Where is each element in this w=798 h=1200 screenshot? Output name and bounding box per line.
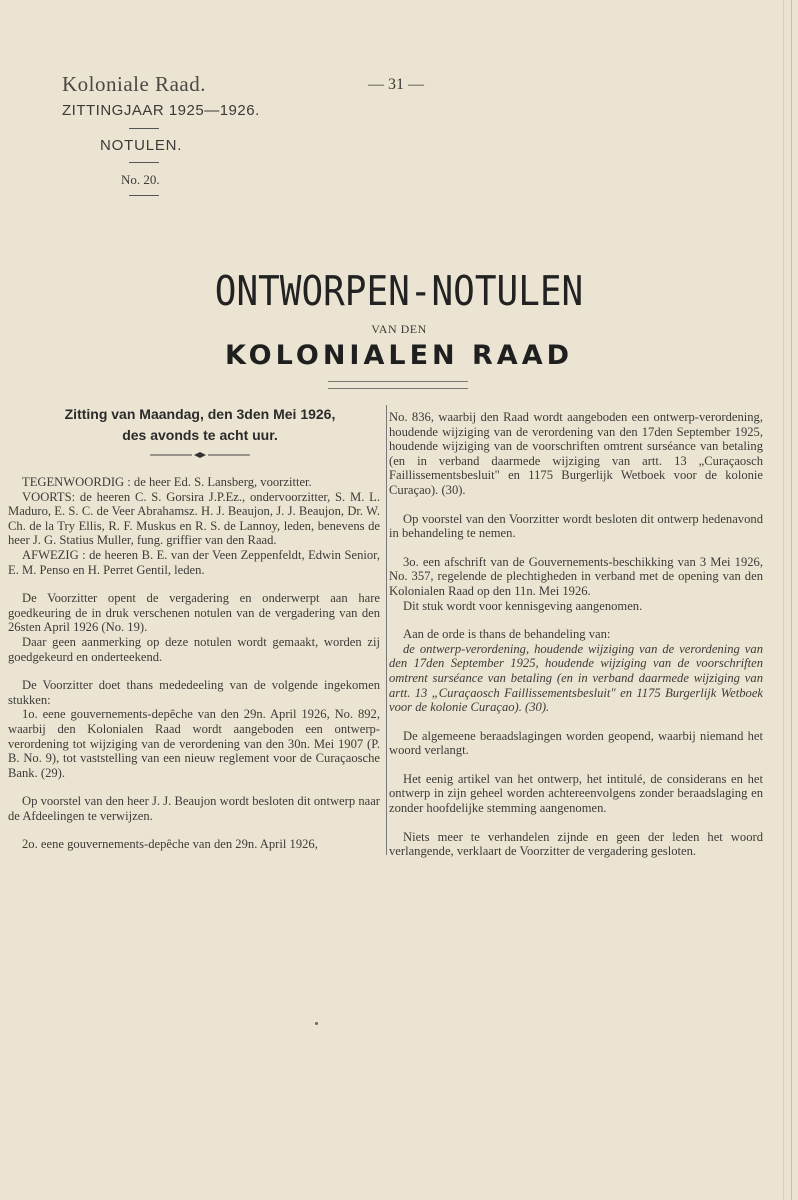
column-divider [386, 405, 387, 855]
publication-title: Koloniale Raad. [62, 72, 206, 96]
paragraph: Op voorstel van den heer J. J. Beaujon wordt besloten dit ontwerp naar de Afdeelingen te verwijzen. [8, 794, 380, 823]
paragraph: De algemeene beraadslagingen worden geopend, waarbij niemand het woord verlangt. [389, 728, 763, 758]
divider-rule [129, 195, 159, 196]
van-den-label: VAN DEN [371, 322, 427, 336]
session-year: ZITTINGJAAR 1925—1926. [62, 102, 260, 119]
right-column [389, 410, 763, 859]
paragraph: Daar geen aanmerking op deze notulen wordt gemaakt, worden zij goedgekeurd en onderteekend. [8, 634, 380, 664]
paragraph: De Voorzitter doet thans mededeeling van de volgende ingekomen stukken: [8, 678, 380, 707]
page-edge [783, 0, 784, 1200]
divider-rule [129, 128, 159, 129]
left-column [8, 475, 380, 852]
headline: ONTWORPEN-NOTULEN [214, 268, 584, 316]
paragraph: De Voorzitter opent de vergadering en onderwerpt aan hare goedkeuring de in druk verschenen notulen van de vergadering van den 26sten April 1926 (No. 19). [8, 591, 380, 635]
attendance-absent: AFWEZIG : de heeren B. E. van der Veen Zeppenfeldt, Edwin Senior, E. M. Penso en H. Perret Gentil, leden. [8, 547, 380, 577]
paragraph: Dit stuk wordt voor kennisgeving aangenomen. [403, 598, 643, 613]
attendance-others: VOORTS: de heeren C. S. Gorsira J.P.Ez., ondervoorzitter, S. M. L. Maduro, E. S. C. de Veer Abrahamsz. H. J. Beaujon, J. J. Beaujon, Dr. W. Ch. de la Try Ellis, R. F. Muskus en R. S. de Lannoy, leden, benevens de heer J. G. Statius Muller, fung. griffier van den Raad. [8, 489, 380, 548]
divider-rule [129, 162, 159, 163]
paragraph: Het eenig artikel van het ontwerp, het intitulé, de considerans en het ontwerp in zijn geheel worden achtereenvolgens zonder beraadslaging en zonder hoofdelijke stemming aangenomen. [389, 771, 763, 816]
section-label: NOTULEN. [100, 137, 183, 154]
divider-rule [328, 388, 468, 389]
issue-number: No. 20. [121, 172, 160, 187]
paragraph: No. 836, waarbij den Raad wordt aangeboden een ontwerp-verordening, houdende wijziging van de verordening van den 17den September 1925, houdende wijziging van de voorschriften omtrent surséance van betaling (en in verband daarmede wijziging van artt. 13 „Curaçaosch Faillissementsbesluit" en 1175 Burgerlijk Wetboek voor de kolonie Curaçao). (30). [389, 410, 763, 497]
ornament-icon [150, 450, 250, 460]
page-number: — 31 — [368, 76, 424, 93]
paragraph: 1o. eene gouvernements-depêche van den 29n. April 1926, No. 892, waarbij den Kolonialen Raad wordt aangeboden een ontwerp-verordening tot wijziging van de verordening van den 30n. Mei 1907 (P. B. No. 9), tot vaststelling van een nieuw reglement voor de Curaçaosche Bank. (29). [8, 707, 380, 780]
paragraph: Aan de orde is thans de behandeling van: [403, 627, 611, 642]
speck [315, 1022, 318, 1025]
paragraph: Niets meer te verhandelen zijnde en geen der leden het woord verlangende, verklaart de Voorzitter de vergadering gesloten. [389, 829, 763, 859]
page-edge [791, 0, 792, 1200]
divider-rule [328, 381, 468, 382]
paragraph: 3o. een afschrift van de Gouvernements-beschikking van 3 Mei 1926, No. 357, regelende de plechtigheden in verband met de opening van den Kolonialen Raad op den 11n. Mei 1926. [389, 554, 763, 598]
paragraph: de ontwerp-verordening, houdende wijziging van de verordening van den 17den September 1925, houdende wijziging van de voorschriften omtrent surséance van betaling (en in verband daarmede wijziging van artt. 13 „Curaçaosch Faillissementsbesluit" en 1175 Burgerlijk Wetboek voor de kolonie Curaçao). (30). [389, 641, 763, 715]
sitting-time: des avonds te acht uur. [122, 427, 278, 443]
paragraph: Op voorstel van den Voorzitter wordt besloten dit ontwerp hedenavond in behandeling te nemen. [389, 511, 763, 541]
sitting-date: Zitting van Maandag, den 3den Mei 1926, [64, 406, 336, 422]
sitting-heading [50, 404, 350, 446]
paragraph: 2o. eene gouvernements-depêche van den 29n. April 1926, [22, 837, 318, 852]
attendance-present: TEGENWOORDIG : de heer Ed. S. Lansberg, voorzitter. [22, 475, 312, 489]
council-name: KOLONIALEN RAAD [224, 340, 574, 371]
